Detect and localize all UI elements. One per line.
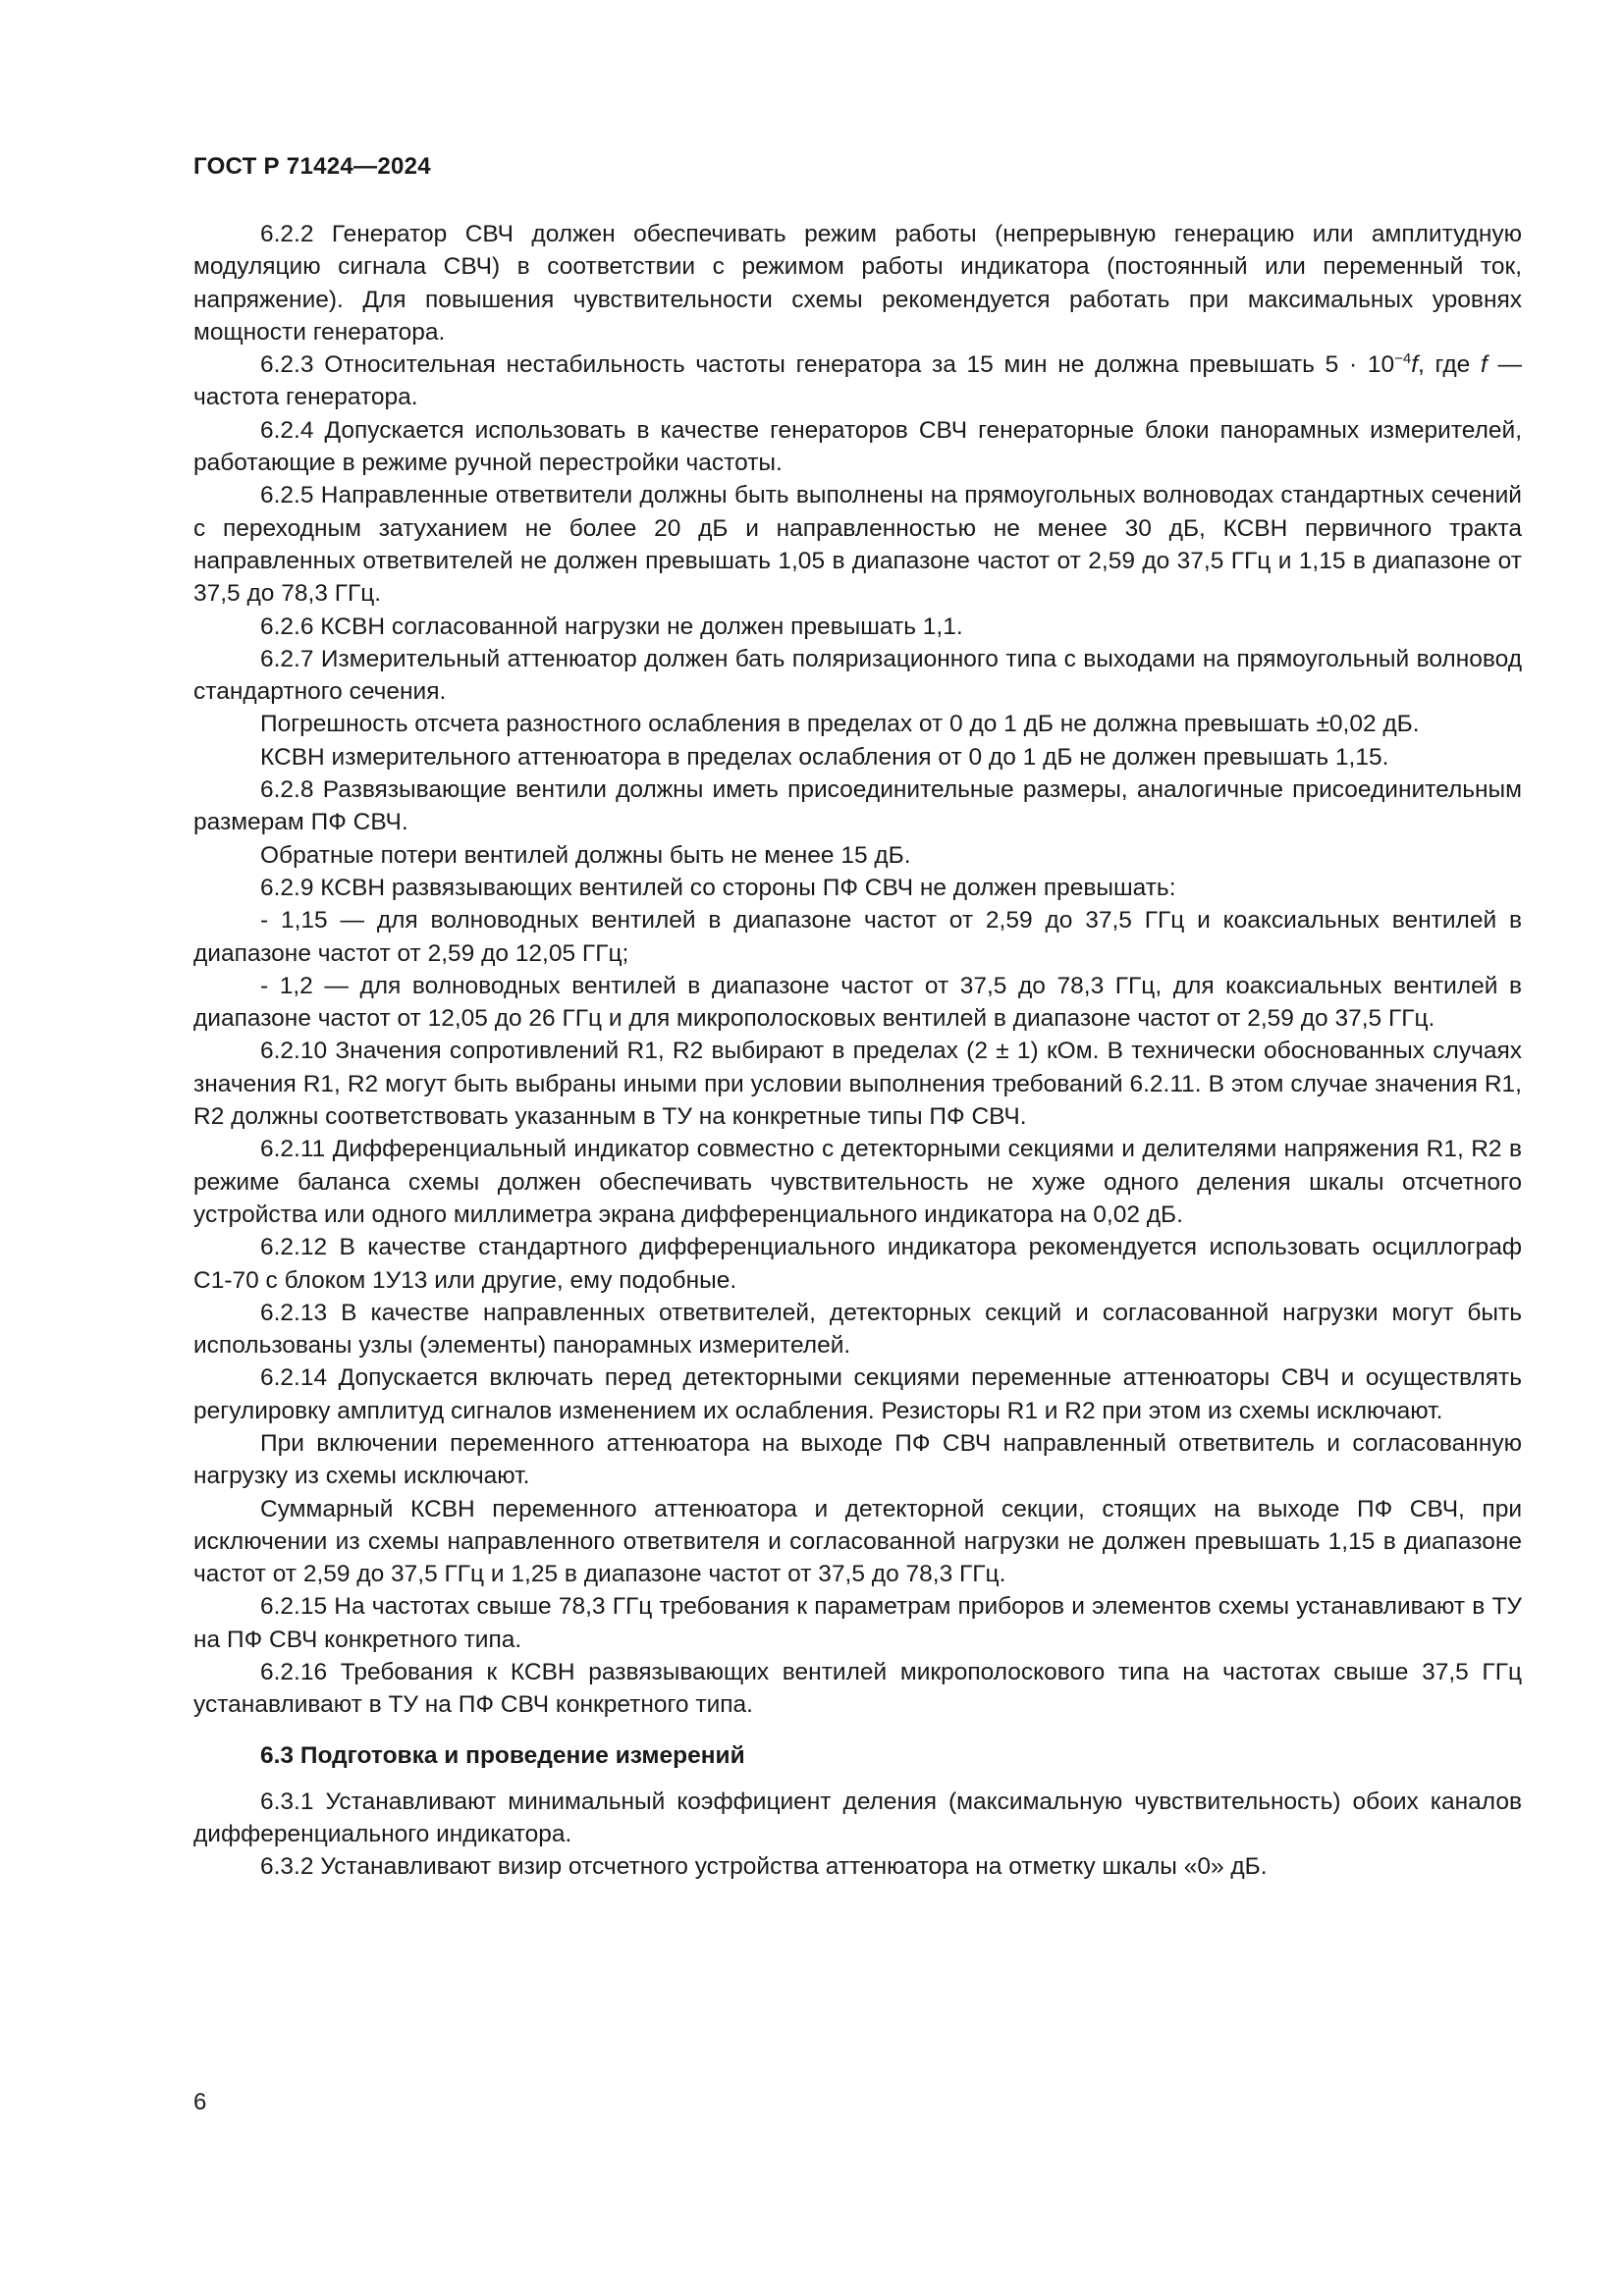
section-heading-6-3: 6.3 Подготовка и проведение измерений <box>260 1741 745 1769</box>
paragraph-6-2-4: 6.2.4 Допускается использовать в качестве генераторов СВЧ генераторные блоки панорамных измерителей, работающие в режиме ручной перестройки частоты. <box>193 416 1522 477</box>
paragraph-6-2-5: 6.2.5 Направленные ответвители должны быть выполнены на прямоугольных волноводах стандартных сечений с переходным затуханием не более 20 дБ и направленностью не менее 30 дБ, КСВН первичного тракта направленных ответвителей не должен превышать 1,05 в диапазоне частот от 2,59 до 37,5 ГГц и 1,15 в диапазоне от 37,5 до 78,3 ГГц. <box>193 482 1522 608</box>
list-item: - 1,15 — для волноводных вентилей в диапазоне частот от 2,59 до 37,5 ГГц и коаксиальных вентилей в диапазоне частот от 2,59 до 12,05 ГГц; <box>193 907 1522 967</box>
paragraph-6-2-3: 6.2.3 Относительная нестабильность частоты генератора за 15 мин не должна превышать $5 \cdot 10^{-4}f$, где f — частота генератора. <box>193 350 1523 411</box>
paragraph-6-2-14: 6.2.14 Допускается включать перед детекторными секциями переменные аттенюаторы СВЧ и осуществлять регулировку амплитуд сигналов изменением их ослабления. Резисторы R1 и R2 при этом из схемы исключают. <box>193 1364 1522 1424</box>
document-body <box>193 218 1522 1884</box>
paragraph-6-2-11: 6.2.11 Дифференциальный индикатор совместно с детекторными секциями и делителями напряжения R1, R2 в режиме баланса схемы должен обеспечивать чувствительность не хуже одного деления шкалы отсчетного устройства или одного миллиметра экрана дифференциального индикатора на 0,02 дБ. <box>193 1136 1522 1228</box>
paragraph-6-2-16: 6.2.16 Требования к КСВН развязывающих вентилей микрополоскового типа на частотах свыше 37,5 ГГц устанавливают в ТУ на ПФ СВЧ конкретного типа. <box>193 1659 1522 1719</box>
paragraph-6-2-2: 6.2.2 Генератор СВЧ должен обеспечивать режим работы (непрерывную генерацию или амплитудную модуляцию сигнала СВЧ) в соответствии с режимом работы индикатора (постоянный или переменный ток, напряжение). Для повышения чувствительности схемы рекомендуется работать при максимальных уровнях мощности генератора. <box>193 221 1522 346</box>
paragraph-6-2-14-total-vswr: Суммарный КСВН переменного аттенюатора и детекторной секции, стоящих на выходе ПФ СВЧ, при исключении из схемы направленного ответвителя и согласованной нагрузки не должен превышать 1,15 в диапазоне частот от 2,59 до 37,5 ГГц и 1,25 в диапазоне частот от 37,5 до 78,3 ГГц. <box>193 1495 1522 1588</box>
paragraph-6-3-1: 6.3.1 Устанавливают минимальный коэффициент деления (максимальную чувствительность) обоих каналов дифференциального индикатора. <box>193 1788 1522 1847</box>
page-number: 6 <box>193 2089 207 2115</box>
paragraph-6-2-15: 6.2.15 На частотах свыше 78,3 ГГц требования к параметрам приборов и элементов схемы устанавливают в ТУ на ПФ СВЧ конкретного типа. <box>193 1593 1522 1653</box>
paragraph-6-2-7-error: Погрешность отсчета разностного ослабления в пределах от 0 до 1 дБ не должна превышать ±0,02 дБ. <box>260 711 1420 738</box>
paragraph-6-2-12: 6.2.12 В качестве стандартного дифференциального индикатора рекомендуется использовать осциллограф С1-70 с блоком 1У13 или другие, ему подобные. <box>193 1234 1522 1294</box>
paragraph-6-2-8-losses: Обратные потери вентилей должны быть не менее 15 дБ. <box>260 841 911 869</box>
paragraph-6-2-7-vswr: КСВН измерительного аттенюатора в пределах ослабления от 0 до 1 дБ не должен превышать 1,15. <box>260 743 1389 771</box>
paragraph-6-2-13: 6.2.13 В качестве направленных ответвителей, детекторных секций и согласованной нагрузки могут быть использованы узлы (элементы) панорамных измерителей. <box>193 1299 1522 1360</box>
paragraph-6-3-2: 6.3.2 Устанавливают визир отсчетного устройства аттенюатора на отметку шкалы «0» дБ. <box>260 1853 1268 1881</box>
paragraph-6-2-14-attenuator: При включении переменного аттенюатора на выходе ПФ СВЧ направленный ответвитель и согласованную нагрузку из схемы исключают. <box>193 1429 1522 1490</box>
paragraph-6-2-10: 6.2.10 Значения сопротивлений R1, R2 выбирают в пределах (2 ± 1) кОм. В технически обоснованных случаях значения R1, R2 могут быть выбраны иными при условии выполнения требований 6.2.11. В этом случае значения R1, R2 должны соответствовать указанным в ТУ на конкретные типы ПФ СВЧ. <box>193 1038 1522 1131</box>
paragraph-6-2-6: 6.2.6 КСВН согласованной нагрузки не должен превышать 1,1. <box>260 613 963 640</box>
paragraph-6-2-9: 6.2.9 КСВН развязывающих вентилей со стороны ПФ СВЧ не должен превышать: <box>260 874 1176 901</box>
document-header: ГОСТ Р 71424—2024 <box>193 153 431 180</box>
list-item: - 1,2 — для волноводных вентилей в диапазоне частот от 37,5 до 78,3 ГГц, для коаксиальных вентилей в диапазоне частот от 12,05 до 26 ГГц и для микрополосковых вентилей в диапазоне частот от 2,59 до 37,5 ГГц. <box>193 972 1522 1033</box>
paragraph-6-2-8: 6.2.8 Развязывающие вентили должны иметь присоединительные размеры, аналогичные присоединительным размерам ПФ СВЧ. <box>193 776 1522 836</box>
paragraph-6-2-7: 6.2.7 Измерительный аттенюатор должен бать поляризационного типа с выходами на прямоугольный волновод стандартного сечения. <box>193 645 1522 706</box>
